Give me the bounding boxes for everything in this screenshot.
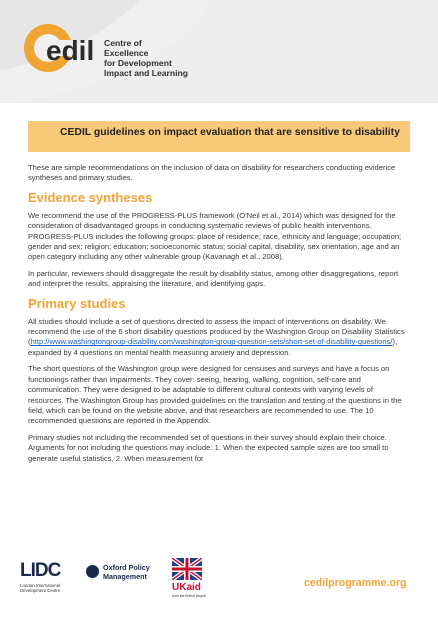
org-name-line: Centre of [104, 38, 142, 48]
union-flag-icon [172, 558, 202, 580]
ukaid-logo-subtitle: from the British people [172, 594, 206, 598]
evidence-paragraph-1: We recommend the use of the PROGRESS-PLUS framework (O'Neil et al., 2014) which was designed for the consideration of disadvantaged groups in conducting systematic reviews of public health interventions. PROGRESS-PLUS includes the following groups: place of residence; race, ethnicity and language; occupation; gender and sex; religion; education; socioeconomic status; social capital, disability, sex orientation, age and an open category including any other vulnerable group (Kavanagh et al., 2008). [28, 210, 402, 262]
org-name-line: Impact and Learning [104, 68, 189, 78]
document-title: CEDIL guidelines on impact evaluation that are sensitive to disability [60, 127, 400, 138]
title-box [28, 121, 410, 152]
opm-logo-line: Management [103, 571, 147, 581]
cedil-logo [16, 18, 106, 78]
cedil-logo-mark [16, 18, 106, 78]
ukaid-logo-word: UKaid [172, 582, 201, 593]
org-name [104, 38, 188, 78]
opm-logo-icon [86, 565, 99, 578]
primary-p1-text-before: All studies should include a set of questions directed to assess the impact of interventions on disability. We recommend the use of the 6 short disability questions produced by the Washington Group on Disability Statistics ( [28, 316, 405, 347]
lidc-logo-word: LIDC [20, 560, 61, 581]
ukaid-logo [172, 558, 206, 602]
primary-p1-text-after: ), expanded by 4 questions on mental health measuring anxiety and depression. [28, 337, 398, 357]
website-url: cedilprogramme.org [304, 577, 407, 589]
primary-paragraph-1 [28, 317, 410, 359]
primary-paragraph-2: The short questions of the Washington group were designed for censuses and surveys and have a focus on functionings rather than impairments. They cover: seeing, hearing, walking, cognition, self-care and communication. They were designed to be adaptable to different cultural contexts with varying levels of resources. The Washington Group has provided guidelines on the translation and testing of the questions in the field, which can be found on the website above, and that researchers are recommended to use. The 10 recommended questions are reported in the Appendix. [28, 364, 402, 426]
intro-paragraph: These are simple recommendations on the inclusion of data on disability for researchers conducting evidence syntheses and primary studies. [28, 163, 396, 183]
oxford-policy-management-logo [86, 562, 166, 592]
lidc-logo-subtitle: London International Development Centre [20, 583, 61, 593]
opm-logo-text [103, 564, 150, 581]
cedil-logo-word: edil [46, 35, 95, 66]
document-body [28, 163, 410, 470]
section-heading-evidence: Evidence syntheses [28, 189, 153, 205]
primary-paragraph-3: Primary studies not including the recommended set of questions in their survey should explain their choice. Arguments for not including the questions may include: 1. When the expected sample sizes are too small to generate useful statistics, 2. When measurement for [28, 432, 389, 463]
opm-logo-line: Oxford Policy [103, 563, 150, 572]
org-name-line: for Development [104, 58, 172, 68]
header-band [0, 0, 438, 103]
org-name-line: Excellence [104, 48, 149, 58]
evidence-paragraph-2: In particular, reviewers should disaggregate the result by disability status, among other disaggregations, report and interpret the results, appraising the literature, and identifying gaps. [28, 268, 399, 289]
footer [0, 550, 438, 619]
section-heading-primary: Primary studies [28, 295, 126, 311]
washington-group-link[interactable]: http://www.washingtongroup-disability.com/washington-group-question-sets/short-set-of-disability-questions/ [30, 337, 393, 347]
lidc-logo [20, 560, 72, 602]
